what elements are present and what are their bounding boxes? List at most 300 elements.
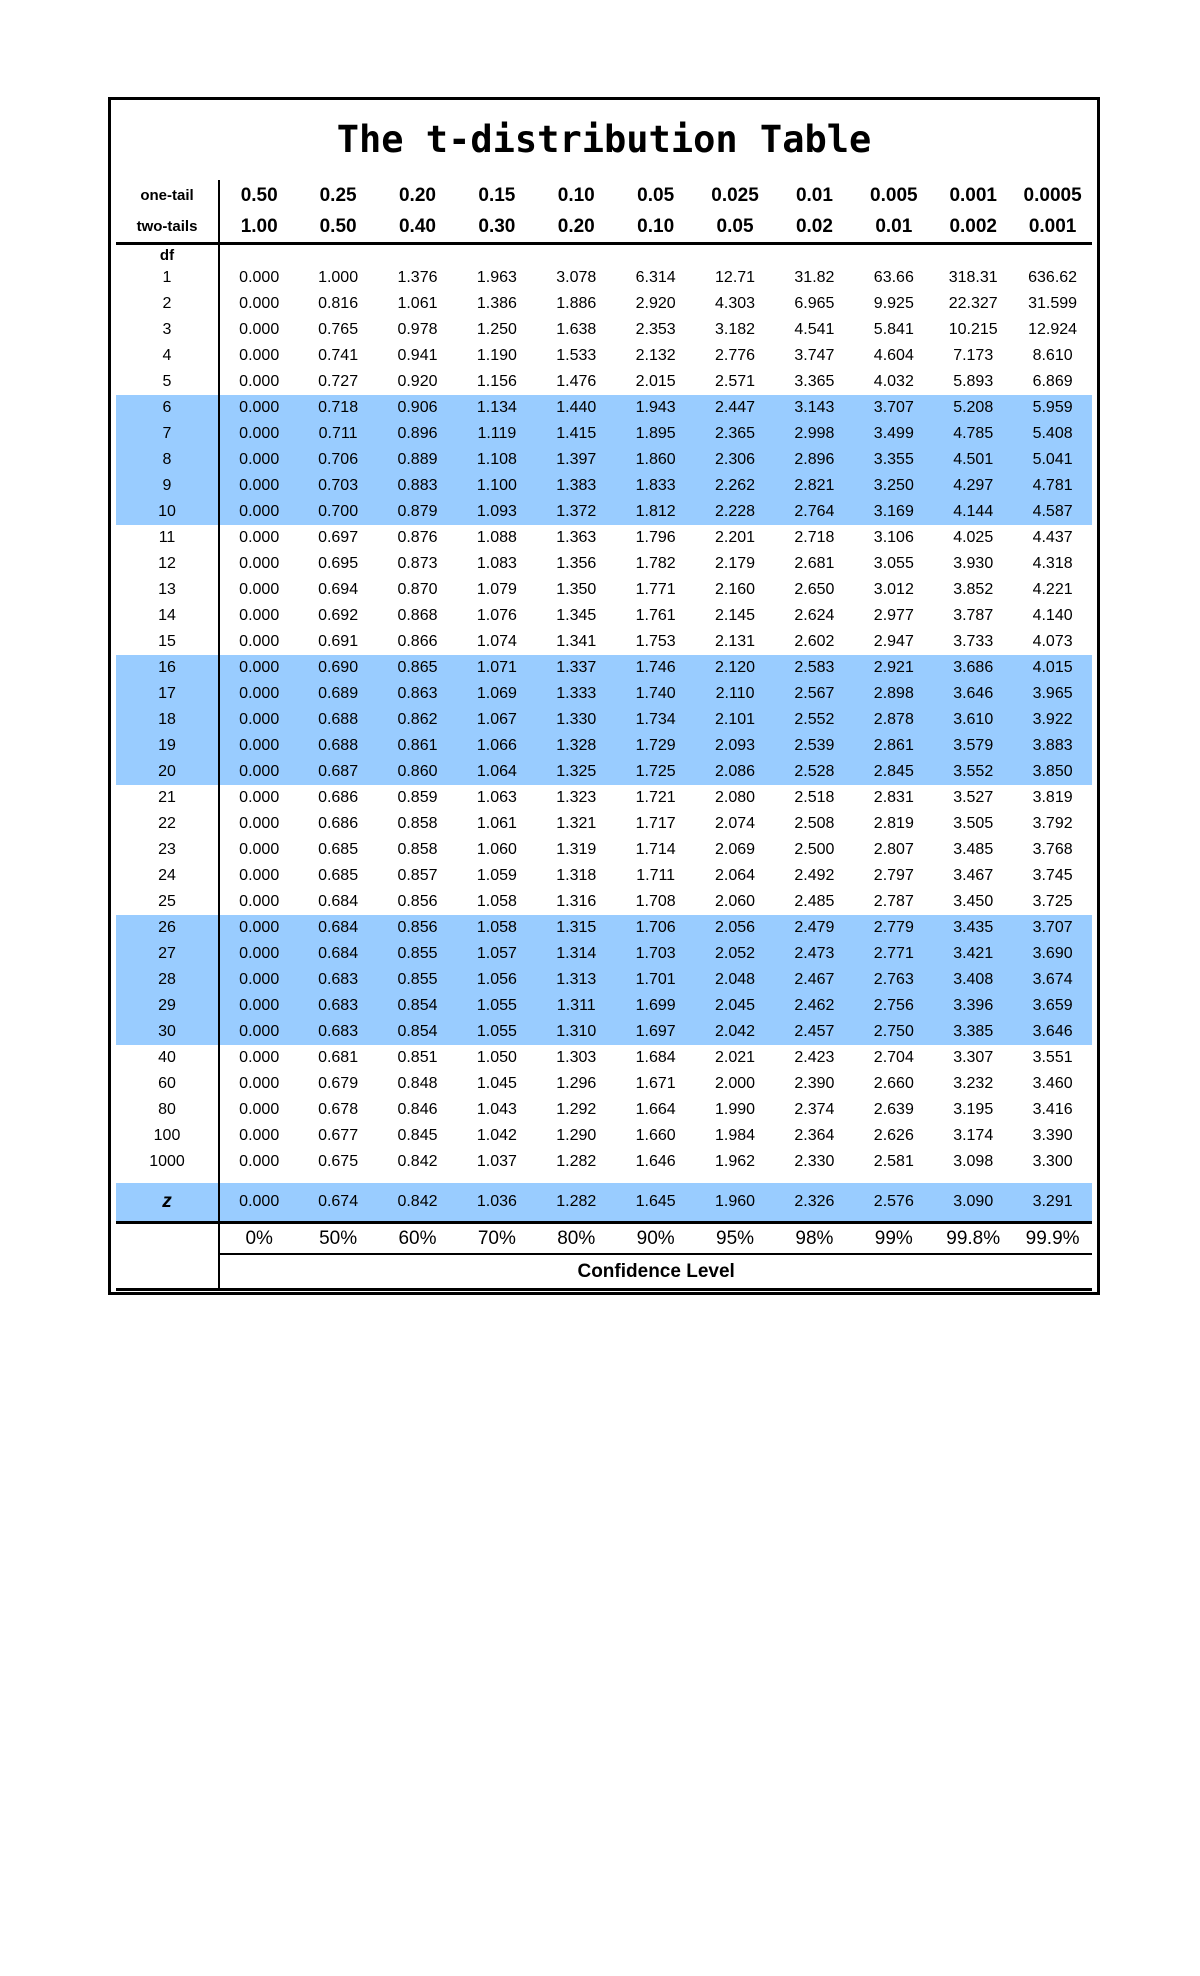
one-tail-value: 0.005 [870,184,918,206]
df-value: 26 [116,915,219,941]
critical-value: 0.000 [219,421,298,447]
critical-value: 1.057 [457,941,536,967]
critical-value: 2.947 [873,633,914,650]
critical-value: 3.499 [854,421,933,447]
critical-value: 7.173 [953,347,994,364]
critical-value: 0.858 [397,841,438,858]
critical-value: 3.078 [556,269,597,286]
critical-value: 1.963 [476,269,517,286]
df-value: 40 [116,1045,219,1071]
critical-value: 2.110 [695,681,774,707]
spacer-cell [934,1175,1013,1183]
critical-value: 0.862 [378,707,457,733]
critical-value: 2.064 [715,867,756,884]
critical-value: 2.131 [715,633,756,650]
critical-value: 2.374 [794,1101,835,1118]
critical-value: 3.610 [934,707,1013,733]
two-tails-value: 0.02 [775,211,854,244]
critical-value: 0.854 [378,1019,457,1045]
critical-value: 1.058 [457,915,536,941]
critical-value: 4.025 [953,529,994,546]
critical-value: 2.473 [775,941,854,967]
critical-value: 1.067 [457,707,536,733]
critical-value: 1.337 [537,655,616,681]
critical-value: 2.462 [775,993,854,1019]
critical-value: 1.671 [635,1075,676,1092]
critical-value: 2.120 [695,655,774,681]
critical-value: 2.602 [794,633,835,650]
critical-value: 0.861 [378,733,457,759]
critical-value: 4.144 [934,499,1013,525]
z-value: 0.000 [219,1183,298,1223]
critical-value: 2.179 [715,555,756,572]
critical-value: 0.845 [397,1127,438,1144]
critical-value: 2.787 [873,893,914,910]
critical-value: 1.074 [476,633,517,650]
critical-value: 1.701 [616,967,695,993]
critical-value: 2.639 [873,1101,914,1118]
critical-value: 1.316 [556,893,597,910]
critical-value: 1.325 [537,759,616,785]
empty-cell [457,244,536,266]
table-row [116,499,1092,525]
critical-value: 1.119 [457,421,536,447]
critical-value: 3.852 [953,581,994,598]
critical-value: 2.821 [775,473,854,499]
df-value: 3 [116,317,219,343]
critical-value: 4.437 [1032,529,1073,546]
critical-value: 0.000 [239,789,280,806]
two-tails-value: 0.20 [537,211,616,244]
critical-value: 3.659 [1013,993,1092,1019]
critical-value: 0.718 [298,395,377,421]
critical-value: 4.587 [1013,499,1092,525]
critical-value: 4.303 [715,295,756,312]
critical-value: 1.296 [556,1075,597,1092]
z-value: 3.090 [934,1183,1013,1223]
critical-value: 3.552 [934,759,1013,785]
critical-value: 1.697 [616,1019,695,1045]
two-tails-value: 0.001 [1013,211,1092,244]
one-tail-value: 0.01 [795,184,833,206]
critical-value: 0.000 [239,373,280,390]
critical-value: 1.660 [635,1127,676,1144]
two-tails-value: 0.002 [934,211,1013,244]
df-value: 1 [116,265,219,291]
df-value: 16 [116,655,219,681]
critical-value: 8.610 [1032,347,1073,364]
critical-value: 0.000 [239,867,280,884]
critical-value: 0.000 [219,1019,298,1045]
critical-value: 1.363 [556,529,597,546]
critical-value: 2.779 [854,915,933,941]
critical-value: 0.711 [298,421,377,447]
critical-value: 2.763 [854,967,933,993]
df-value: 10 [116,499,219,525]
critical-value: 4.604 [873,347,914,364]
critical-value: 2.776 [715,347,756,364]
critical-value: 2.624 [794,607,835,624]
critical-value: 0.695 [318,555,359,572]
confidence-caption-row [116,1254,1092,1290]
critical-value: 0.873 [397,555,438,572]
critical-value: 3.930 [953,555,994,572]
critical-value: 5.841 [873,321,914,338]
df-value: 22 [116,811,219,837]
critical-value: 0.686 [318,789,359,806]
critical-value: 2.750 [854,1019,933,1045]
critical-value: 0.858 [397,815,438,832]
critical-value: 0.686 [318,815,359,832]
critical-value: 2.861 [854,733,933,759]
critical-value: 0.889 [378,447,457,473]
df-value: 25 [116,889,219,915]
critical-value: 5.893 [953,373,994,390]
one-tail-value: 0.10 [557,184,595,206]
empty-cell [695,244,774,266]
critical-value: 1.321 [556,815,597,832]
critical-value: 1.711 [636,867,676,884]
critical-value: 0.816 [318,295,359,312]
critical-value: 0.675 [318,1153,359,1170]
critical-value: 31.82 [794,269,835,286]
critical-value: 1.664 [635,1101,676,1118]
critical-value: 2.626 [873,1127,914,1144]
critical-value: 3.055 [873,555,914,572]
df-value: 8 [116,447,219,473]
df-value: 28 [116,967,219,993]
df-value: 17 [116,681,219,707]
table-row [116,1149,1092,1175]
critical-value: 1.962 [715,1153,756,1170]
critical-value: 3.390 [1032,1127,1073,1144]
one-tail-value: 0.001 [949,184,997,206]
critical-value: 1.886 [556,295,597,312]
critical-value: 3.747 [794,347,835,364]
confidence-level-value: 70% [457,1223,536,1255]
table-row [116,993,1092,1019]
confidence-level-value: 80% [537,1223,616,1255]
critical-value: 0.876 [397,529,438,546]
critical-value: 2.365 [695,421,774,447]
empty-cell [219,244,298,266]
critical-value: 1.043 [476,1101,517,1118]
critical-value: 0.906 [378,395,457,421]
critical-value: 3.174 [953,1127,994,1144]
critical-value: 2.423 [794,1049,835,1066]
table-row [116,603,1092,629]
two-tails-value: 0.50 [298,211,377,244]
table-row [116,317,1092,343]
critical-value: 2.539 [775,733,854,759]
critical-value: 0.896 [378,421,457,447]
table-row [116,655,1092,681]
critical-value: 1.330 [537,707,616,733]
critical-value: 2.878 [854,707,933,733]
critical-value: 4.073 [1032,633,1073,650]
critical-value: 1.714 [635,841,676,858]
critical-value: 0.920 [397,373,438,390]
critical-value: 1.083 [476,555,517,572]
df-value: 6 [116,395,219,421]
critical-value: 4.032 [873,373,914,390]
critical-value: 636.62 [1028,269,1078,286]
critical-value: 1.729 [616,733,695,759]
critical-value: 2.132 [635,347,676,364]
critical-value: 2.650 [794,581,835,598]
critical-value: 3.485 [953,841,994,858]
critical-value: 0.703 [298,473,377,499]
table-row [116,395,1092,421]
confidence-level-value: 50% [298,1223,377,1255]
critical-value: 0.859 [397,789,438,806]
two-tails-header-row [116,211,1092,244]
critical-value: 1.703 [616,941,695,967]
confidence-level-value: 90% [616,1223,695,1255]
table-row [116,785,1092,811]
critical-value: 3.690 [1013,941,1092,967]
critical-value: 0.000 [219,499,298,525]
confidence-level-row [116,1223,1092,1255]
critical-value: 1.045 [476,1075,517,1092]
table-row [116,733,1092,759]
confidence-level-caption: Confidence Level [219,1254,1092,1290]
critical-value: 2.660 [873,1075,914,1092]
critical-value: 0.856 [397,893,438,910]
critical-value: 1.533 [556,347,597,364]
critical-value: 2.015 [635,373,676,390]
critical-value: 0.684 [298,941,377,967]
critical-value: 1.290 [556,1127,597,1144]
critical-value: 0.000 [219,915,298,941]
table-row [116,577,1092,603]
z-value: 2.326 [775,1183,854,1223]
critical-value: 0.000 [239,321,280,338]
critical-value: 0.678 [318,1101,359,1118]
critical-value: 1.328 [537,733,616,759]
two-tails-value: 0.05 [695,211,774,244]
critical-value: 4.541 [794,321,835,338]
one-tail-value: 0.025 [711,184,759,206]
critical-value: 0.684 [298,915,377,941]
critical-value: 1.740 [616,681,695,707]
spacer-cell [775,1175,854,1183]
critical-value: 1.063 [476,789,517,806]
critical-value: 1.734 [616,707,695,733]
critical-value: 1.055 [457,1019,536,1045]
critical-value: 2.056 [695,915,774,941]
critical-value: 0.870 [397,581,438,598]
critical-value: 1.061 [397,295,438,312]
critical-value: 4.785 [934,421,1013,447]
critical-value: 3.551 [1032,1049,1073,1066]
critical-value: 0.727 [318,373,359,390]
df-value: 5 [116,369,219,395]
two-tails-label: two-tails [116,211,219,244]
critical-value: 2.492 [794,867,835,884]
critical-value: 0.000 [239,1101,280,1118]
critical-value: 1.134 [457,395,536,421]
critical-value: 1.684 [635,1049,676,1066]
one-tail-value: 0.20 [398,184,436,206]
table-row [116,551,1092,577]
critical-value: 0.000 [219,993,298,1019]
critical-value: 2.093 [695,733,774,759]
z-row [116,1183,1092,1223]
critical-value: 0.000 [239,1049,280,1066]
critical-value: 4.140 [1032,607,1073,624]
critical-value: 2.819 [873,815,914,832]
critical-value: 3.733 [953,633,994,650]
critical-value: 1.984 [715,1127,756,1144]
critical-value: 31.599 [1028,295,1078,312]
critical-value: 3.450 [953,893,994,910]
empty-cell [616,244,695,266]
critical-value: 0.683 [298,967,377,993]
critical-value: 3.646 [934,681,1013,707]
critical-value: 0.000 [239,1075,280,1092]
critical-value: 1.042 [476,1127,517,1144]
df-value: 7 [116,421,219,447]
critical-value: 0.689 [298,681,377,707]
critical-value: 1.315 [537,915,616,941]
critical-value: 6.965 [794,295,835,312]
critical-value: 2.080 [715,789,756,806]
critical-value: 1.056 [457,967,536,993]
critical-value: 1.319 [556,841,597,858]
critical-value: 0.694 [318,581,359,598]
t-distribution-table [116,180,1092,1291]
z-value: 3.291 [1013,1183,1092,1223]
z-value: 0.842 [378,1183,457,1223]
critical-value: 0.851 [397,1049,438,1066]
critical-value: 3.385 [934,1019,1013,1045]
critical-value: 2.500 [794,841,835,858]
critical-value: 1.646 [635,1153,676,1170]
critical-value: 2.718 [794,529,835,546]
critical-value: 1.303 [556,1049,597,1066]
critical-value: 3.435 [934,915,1013,941]
critical-value: 0.690 [298,655,377,681]
critical-value: 1.753 [635,633,676,650]
critical-value: 1.717 [635,815,676,832]
critical-value: 2.145 [715,607,756,624]
t-table-frame [108,97,1100,1295]
critical-value: 2.998 [775,421,854,447]
critical-value: 3.768 [1032,841,1073,858]
critical-value: 3.300 [1032,1153,1073,1170]
critical-value: 0.000 [239,347,280,364]
table-row [116,291,1092,317]
df-value: 80 [116,1097,219,1123]
empty-cell [298,244,377,266]
critical-value: 2.831 [873,789,914,806]
critical-value: 9.925 [873,295,914,312]
critical-value: 0.883 [378,473,457,499]
critical-value: 2.228 [695,499,774,525]
critical-value: 1.318 [556,867,597,884]
critical-value: 0.854 [378,993,457,1019]
two-tails-value: 0.10 [616,211,695,244]
critical-value: 2.898 [854,681,933,707]
critical-value: 2.467 [775,967,854,993]
critical-value: 3.106 [873,529,914,546]
spacer-cell [378,1175,457,1183]
critical-value: 0.000 [239,295,280,312]
critical-value: 3.725 [1032,893,1073,910]
one-tail-label: one-tail [116,180,219,211]
df-label: df [116,244,219,266]
critical-value: 0.679 [318,1075,359,1092]
one-tail-header-row [116,180,1092,211]
table-row [116,1045,1092,1071]
spacer-cell [298,1175,377,1183]
critical-value: 0.000 [239,555,280,572]
critical-value: 2.086 [695,759,774,785]
df-value: 15 [116,629,219,655]
critical-value: 3.850 [1013,759,1092,785]
critical-value: 3.527 [953,789,994,806]
critical-value: 1.060 [476,841,517,858]
one-tail-value: 0.0005 [1023,184,1082,206]
critical-value: 3.674 [1013,967,1092,993]
critical-value: 0.000 [219,447,298,473]
table-row [116,941,1092,967]
critical-value: 0.685 [318,841,359,858]
spacer-cell [537,1175,616,1183]
df-value: 14 [116,603,219,629]
df-value: 12 [116,551,219,577]
critical-value: 2.567 [775,681,854,707]
z-value: 1.645 [616,1183,695,1223]
critical-value: 1.895 [616,421,695,447]
critical-value: 2.797 [873,867,914,884]
confidence-blank [116,1223,219,1255]
critical-value: 2.704 [873,1049,914,1066]
critical-value: 0.684 [318,893,359,910]
critical-value: 0.000 [239,841,280,858]
table-row [116,1019,1092,1045]
critical-value: 2.052 [695,941,774,967]
z-value: 1.036 [457,1183,536,1223]
table-row [116,759,1092,785]
critical-value: 0.687 [298,759,377,785]
critical-value: 2.330 [794,1153,835,1170]
critical-value: 0.000 [239,269,280,286]
critical-value: 2.896 [775,447,854,473]
df-value: 30 [116,1019,219,1045]
critical-value: 0.685 [318,867,359,884]
critical-value: 2.069 [715,841,756,858]
critical-value: 3.707 [854,395,933,421]
critical-value: 0.000 [239,1127,280,1144]
critical-value: 1.323 [556,789,597,806]
critical-value: 1.476 [556,373,597,390]
critical-value: 2.756 [854,993,933,1019]
table-row [116,369,1092,395]
critical-value: 3.416 [1032,1101,1073,1118]
critical-value: 0.941 [397,347,438,364]
critical-value: 1.721 [635,789,676,806]
critical-value: 1.638 [556,321,597,338]
one-tail-value: 0.15 [478,184,516,206]
df-value: 1000 [116,1149,219,1175]
spacer-cell [1013,1175,1092,1183]
critical-value: 2.920 [635,295,676,312]
critical-value: 0.000 [239,529,280,546]
caption-blank [116,1254,219,1290]
critical-value: 2.074 [715,815,756,832]
